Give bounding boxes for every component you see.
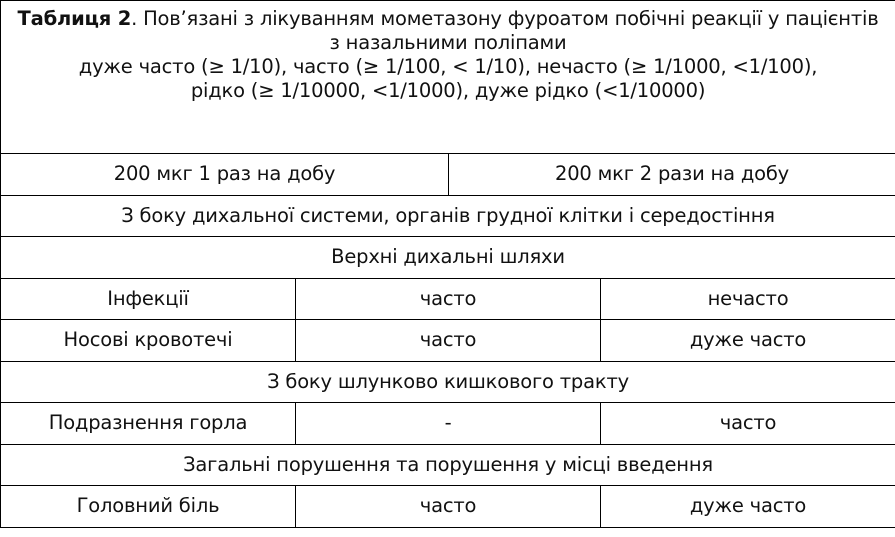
dose1-frequency: часто xyxy=(296,278,601,320)
section-header: Загальні порушення та порушення у місці введення xyxy=(1,444,895,486)
dose-header-twice-daily: 200 мкг 2 рази на добу xyxy=(449,154,895,196)
frequency-legend-line1: дуже часто (≥ 1/10), часто (≥ 1/100, < 1/10), нечасто (≥ 1/1000, <1/100), xyxy=(78,55,818,78)
reaction-name: Носові кровотечі xyxy=(1,320,296,362)
section-header: З боку дихальної системи, органів грудної клітки і середостіння xyxy=(1,195,895,237)
table-caption-text: . Пов’язані з лікуванням мометазону фуроатом побічні реакції у пацієнтів з назальними поліпами xyxy=(131,7,879,54)
frequency-legend-line2: рідко (≥ 1/10000, <1/1000), дуже рідко (<1/10000) xyxy=(190,79,706,102)
subsection-header: Верхні дихальні шляхи xyxy=(1,237,895,279)
dose-header-once-daily: 200 мкг 1 раз на добу xyxy=(1,154,449,196)
dose2-frequency: нечасто xyxy=(601,278,895,320)
dose1-frequency: часто xyxy=(296,320,601,362)
table-row xyxy=(1,278,895,320)
dose2-frequency: дуже часто xyxy=(601,320,895,362)
table-row xyxy=(1,486,895,528)
dose1-frequency: часто xyxy=(296,486,601,528)
section-header: З боку шлунково кишкового тракту xyxy=(1,361,895,403)
reaction-name: Головний біль xyxy=(1,486,296,528)
table-caption xyxy=(1,1,895,154)
dose2-frequency: дуже часто xyxy=(601,486,895,528)
table-row xyxy=(1,320,895,362)
table-caption-label: Таблиця 2 xyxy=(17,7,132,30)
dose1-frequency: - xyxy=(296,403,601,445)
dose2-frequency: часто xyxy=(601,403,895,445)
table-row xyxy=(1,403,895,445)
reaction-name: Подразнення горла xyxy=(1,403,296,445)
reaction-name: Інфекції xyxy=(1,278,296,320)
